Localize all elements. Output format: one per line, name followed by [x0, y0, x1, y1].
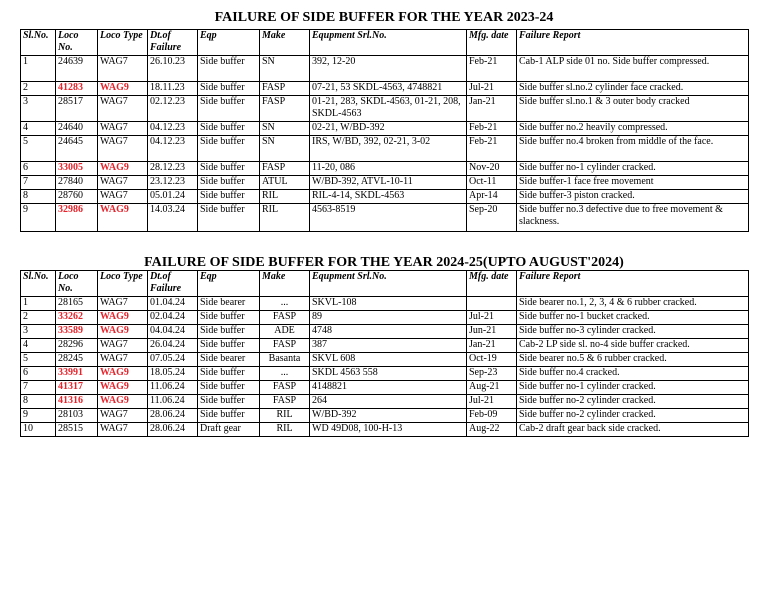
cell-equipment: Side buffer: [198, 311, 260, 325]
cell-equipment: Side buffer: [198, 190, 260, 204]
cell-loco-type: WAG7: [98, 339, 148, 353]
cell-failure-date: 18.05.24: [148, 367, 198, 381]
table2-header-row: [21, 271, 749, 297]
table-row: [21, 367, 749, 381]
cell-equipment-serial: 4563-8519: [310, 204, 467, 232]
cell-failure-report: Side buffer-3 piston cracked.: [517, 190, 749, 204]
cell-mfg-date: [467, 297, 517, 311]
table-row: [21, 409, 749, 423]
cell-loco-type: WAG9: [98, 325, 148, 339]
cell-mfg-date: Feb-21: [467, 122, 517, 136]
cell-failure-report: Side buffer sl.no.1 & 3 outer body cracked: [517, 96, 749, 122]
cell-failure-date: 05.01.24: [148, 190, 198, 204]
cell-loco-no: 33589: [56, 325, 98, 339]
cell-loco-type: WAG7: [98, 423, 148, 437]
cell-equipment: Side buffer: [198, 82, 260, 96]
cell-mfg-date: Aug-22: [467, 423, 517, 437]
cell-failure-date: 26.04.24: [148, 339, 198, 353]
cell-failure-date: 23.12.23: [148, 176, 198, 190]
cell-failure-date: 18.11.23: [148, 82, 198, 96]
header-mfg-date: Mfg. date: [467, 30, 517, 56]
cell-sl-no: 3: [21, 325, 56, 339]
cell-sl-no: 3: [21, 96, 56, 122]
cell-failure-report: Side bearer no.1, 2, 3, 4 & 6 rubber cracked.: [517, 297, 749, 311]
cell-failure-date: 28.12.23: [148, 162, 198, 176]
cell-mfg-date: Oct-19: [467, 353, 517, 367]
cell-equipment: Side buffer: [198, 204, 260, 232]
cell-equipment: Side buffer: [198, 339, 260, 353]
cell-loco-type: WAG9: [98, 367, 148, 381]
cell-equipment: Side buffer: [198, 325, 260, 339]
cell-mfg-date: Jul-21: [467, 395, 517, 409]
table-row: [21, 56, 749, 82]
cell-failure-date: 04.12.23: [148, 136, 198, 162]
cell-loco-type: WAG7: [98, 96, 148, 122]
header-loco-type: Loco Type: [98, 30, 148, 56]
cell-failure-date: 01.04.24: [148, 297, 198, 311]
cell-mfg-date: Jul-21: [467, 82, 517, 96]
cell-sl-no: 9: [21, 409, 56, 423]
cell-sl-no: 6: [21, 367, 56, 381]
cell-equipment-serial: SKVL 608: [310, 353, 467, 367]
cell-loco-no: 24645: [56, 136, 98, 162]
cell-equipment: Side bearer: [198, 297, 260, 311]
cell-equipment-serial: W/BD-392: [310, 409, 467, 423]
cell-failure-report: Side buffer no-1 cylinder cracked.: [517, 162, 749, 176]
cell-failure-date: 07.05.24: [148, 353, 198, 367]
cell-make: ATUL: [260, 176, 310, 190]
cell-mfg-date: Jan-21: [467, 96, 517, 122]
cell-failure-report: Side buffer no.2 heavily compressed.: [517, 122, 749, 136]
table-row: [21, 339, 749, 353]
table-row: [21, 204, 749, 232]
cell-make: FASP: [260, 381, 310, 395]
header-equipment-serial: Equpment Srl.No.: [310, 30, 467, 56]
cell-mfg-date: Apr-14: [467, 190, 517, 204]
cell-loco-no: 41316: [56, 395, 98, 409]
cell-mfg-date: Oct-11: [467, 176, 517, 190]
cell-sl-no: 1: [21, 297, 56, 311]
cell-sl-no: 8: [21, 395, 56, 409]
cell-failure-report: Side bearer no.5 & 6 rubber cracked.: [517, 353, 749, 367]
cell-make: RIL: [260, 190, 310, 204]
cell-equipment-serial: W/BD-392, ATVL-10-11: [310, 176, 467, 190]
cell-equipment-serial: 392, 12-20: [310, 56, 467, 82]
cell-failure-date: 04.04.24: [148, 325, 198, 339]
cell-sl-no: 2: [21, 311, 56, 325]
cell-make: FASP: [260, 395, 310, 409]
cell-make: RIL: [260, 423, 310, 437]
cell-make: RIL: [260, 409, 310, 423]
cell-failure-report: Side buffer no-1 cylinder cracked.: [517, 381, 749, 395]
cell-loco-no: 41317: [56, 381, 98, 395]
header-failure-report: Failure Report: [517, 271, 749, 297]
cell-make: SN: [260, 56, 310, 82]
cell-loco-type: WAG7: [98, 56, 148, 82]
cell-make: FASP: [260, 96, 310, 122]
cell-sl-no: 4: [21, 339, 56, 353]
cell-make: FASP: [260, 82, 310, 96]
cell-failure-report: Side buffer no-3 cylinder cracked.: [517, 325, 749, 339]
cell-equipment-serial: 01-21, 283, SKDL-4563, 01-21, 208, SKDL-4563: [310, 96, 467, 122]
table-row: [21, 162, 749, 176]
cell-loco-no: 33262: [56, 311, 98, 325]
cell-loco-no: 27840: [56, 176, 98, 190]
table1-body: [21, 56, 749, 232]
cell-loco-no: 33005: [56, 162, 98, 176]
cell-mfg-date: Jun-21: [467, 325, 517, 339]
table-row: [21, 122, 749, 136]
cell-mfg-date: Feb-21: [467, 56, 517, 82]
cell-equipment-serial: WD 49D08, 100-H-13: [310, 423, 467, 437]
cell-equipment-serial: SKDL 4563 558: [310, 367, 467, 381]
header-failure-date: Dt.of Failure: [148, 271, 198, 297]
header-equipment: Eqp: [198, 30, 260, 56]
cell-loco-type: WAG7: [98, 353, 148, 367]
cell-make: SN: [260, 122, 310, 136]
cell-loco-no: 24640: [56, 122, 98, 136]
cell-equipment: Side buffer: [198, 176, 260, 190]
cell-mfg-date: Feb-21: [467, 136, 517, 162]
cell-sl-no: 5: [21, 136, 56, 162]
cell-equipment: Side buffer: [198, 136, 260, 162]
cell-equipment: Side buffer: [198, 96, 260, 122]
cell-equipment-serial: 02-21, W/BD-392: [310, 122, 467, 136]
cell-mfg-date: Sep-20: [467, 204, 517, 232]
cell-failure-date: 02.12.23: [148, 96, 198, 122]
cell-make: ...: [260, 367, 310, 381]
table-row: [21, 176, 749, 190]
cell-equipment-serial: 89: [310, 311, 467, 325]
cell-failure-date: 14.03.24: [148, 204, 198, 232]
cell-mfg-date: Sep-23: [467, 367, 517, 381]
cell-make: RIL: [260, 204, 310, 232]
table-row: [21, 325, 749, 339]
cell-mfg-date: Jul-21: [467, 311, 517, 325]
cell-make: FASP: [260, 339, 310, 353]
cell-equipment: Side buffer: [198, 381, 260, 395]
cell-loco-no: 28760: [56, 190, 98, 204]
cell-loco-no: 24639: [56, 56, 98, 82]
cell-equipment-serial: 11-20, 086: [310, 162, 467, 176]
cell-loco-type: WAG7: [98, 297, 148, 311]
table-row: [21, 190, 749, 204]
cell-sl-no: 5: [21, 353, 56, 367]
cell-sl-no: 7: [21, 381, 56, 395]
cell-failure-report: Cab-1 ALP side 01 no. Side buffer compressed.: [517, 56, 749, 82]
cell-loco-no: 28165: [56, 297, 98, 311]
cell-failure-report: Side buffer no-1 bucket cracked.: [517, 311, 749, 325]
cell-loco-no: 41283: [56, 82, 98, 96]
cell-equipment-serial: RIL-4-14, SKDL-4563: [310, 190, 467, 204]
cell-loco-no: 33991: [56, 367, 98, 381]
cell-loco-type: WAG7: [98, 122, 148, 136]
cell-loco-type: WAG7: [98, 409, 148, 423]
cell-equipment-serial: 4148821: [310, 381, 467, 395]
cell-loco-type: WAG9: [98, 395, 148, 409]
cell-equipment-serial: 07-21, 53 SKDL-4563, 4748821: [310, 82, 467, 96]
table-row: [21, 353, 749, 367]
header-loco-type: Loco Type: [98, 271, 148, 297]
cell-equipment: Side buffer: [198, 122, 260, 136]
header-sl-no: Sl.No.: [21, 30, 56, 56]
cell-failure-report: Side buffer no.4 broken from middle of the face.: [517, 136, 749, 162]
cell-failure-report: Side buffer no.3 defective due to free movement & slackness.: [517, 204, 749, 232]
cell-equipment: Side buffer: [198, 395, 260, 409]
cell-equipment-serial: IRS, W/BD, 392, 02-21, 3-02: [310, 136, 467, 162]
table-row: [21, 82, 749, 96]
cell-failure-report: Cab-2 LP side sl. no-4 side buffer cracked.: [517, 339, 749, 353]
cell-equipment-serial: SKVL-108: [310, 297, 467, 311]
table1-header-row: [21, 30, 749, 56]
cell-equipment: Side buffer: [198, 162, 260, 176]
cell-loco-type: WAG9: [98, 204, 148, 232]
cell-equipment: Side buffer: [198, 409, 260, 423]
failure-table-2024-25: [20, 270, 749, 437]
header-mfg-date: Mfg. date: [467, 271, 517, 297]
cell-loco-type: WAG9: [98, 381, 148, 395]
cell-equipment-serial: 4748: [310, 325, 467, 339]
header-loco-no: Loco No.: [56, 271, 98, 297]
header-equipment: Eqp: [198, 271, 260, 297]
header-make: Make: [260, 271, 310, 297]
cell-loco-no: 28245: [56, 353, 98, 367]
cell-failure-date: 28.06.24: [148, 423, 198, 437]
cell-failure-report: Side buffer no-2 cylinder cracked.: [517, 395, 749, 409]
cell-sl-no: 1: [21, 56, 56, 82]
header-failure-date: Dt.of Failure: [148, 30, 198, 56]
table1-title: FAILURE OF SIDE BUFFER FOR THE YEAR 2023-24: [214, 10, 554, 25]
cell-make: FASP: [260, 162, 310, 176]
table-row: [21, 423, 749, 437]
cell-failure-report: Side buffer sl.no.2 cylinder face cracked.: [517, 82, 749, 96]
cell-mfg-date: Nov-20: [467, 162, 517, 176]
cell-loco-no: 28296: [56, 339, 98, 353]
table-row: [21, 96, 749, 122]
cell-equipment: Side buffer: [198, 56, 260, 82]
cell-loco-no: 28515: [56, 423, 98, 437]
table-row: [21, 311, 749, 325]
cell-loco-type: WAG7: [98, 190, 148, 204]
cell-make: FASP: [260, 311, 310, 325]
cell-failure-date: 26.10.23: [148, 56, 198, 82]
cell-equipment: Draft gear: [198, 423, 260, 437]
cell-make: ...: [260, 297, 310, 311]
cell-sl-no: 8: [21, 190, 56, 204]
cell-loco-no: 28517: [56, 96, 98, 122]
cell-loco-no: 32986: [56, 204, 98, 232]
cell-failure-date: 02.04.24: [148, 311, 198, 325]
cell-failure-report: Side buffer-1 face free movement: [517, 176, 749, 190]
header-failure-report: Failure Report: [517, 30, 749, 56]
cell-loco-type: WAG9: [98, 162, 148, 176]
cell-loco-type: WAG9: [98, 82, 148, 96]
table2-title: FAILURE OF SIDE BUFFER FOR THE YEAR 2024-25(UPTO AUGUST'2024): [144, 255, 624, 270]
cell-mfg-date: Aug-21: [467, 381, 517, 395]
cell-sl-no: 7: [21, 176, 56, 190]
cell-sl-no: 4: [21, 122, 56, 136]
cell-equipment-serial: 387: [310, 339, 467, 353]
cell-loco-type: WAG7: [98, 176, 148, 190]
cell-failure-report: Side buffer no.4 cracked.: [517, 367, 749, 381]
cell-make: SN: [260, 136, 310, 162]
table2-body: [21, 297, 749, 437]
table-row: [21, 136, 749, 162]
table-row: [21, 297, 749, 311]
cell-sl-no: 6: [21, 162, 56, 176]
header-sl-no: Sl.No.: [21, 271, 56, 297]
cell-equipment: Side buffer: [198, 367, 260, 381]
cell-equipment: Side bearer: [198, 353, 260, 367]
cell-sl-no: 2: [21, 82, 56, 96]
cell-failure-date: 11.06.24: [148, 381, 198, 395]
header-equipment-serial: Equpment Srl.No.: [310, 271, 467, 297]
cell-sl-no: 9: [21, 204, 56, 232]
cell-make: ADE: [260, 325, 310, 339]
cell-failure-date: 28.06.24: [148, 409, 198, 423]
table-row: [21, 381, 749, 395]
cell-sl-no: 10: [21, 423, 56, 437]
header-make: Make: [260, 30, 310, 56]
failure-table-2023-24: [20, 29, 749, 232]
table-row: [21, 395, 749, 409]
cell-mfg-date: Jan-21: [467, 339, 517, 353]
cell-failure-date: 04.12.23: [148, 122, 198, 136]
cell-make: Basanta: [260, 353, 310, 367]
cell-loco-no: 28103: [56, 409, 98, 423]
cell-equipment-serial: 264: [310, 395, 467, 409]
cell-mfg-date: Feb-09: [467, 409, 517, 423]
cell-failure-report: Side buffer no-2 cylinder cracked.: [517, 409, 749, 423]
header-loco-no: Loco No.: [56, 30, 98, 56]
cell-failure-report: Cab-2 draft gear back side cracked.: [517, 423, 749, 437]
cell-failure-date: 11.06.24: [148, 395, 198, 409]
cell-loco-type: WAG7: [98, 136, 148, 162]
cell-loco-type: WAG9: [98, 311, 148, 325]
